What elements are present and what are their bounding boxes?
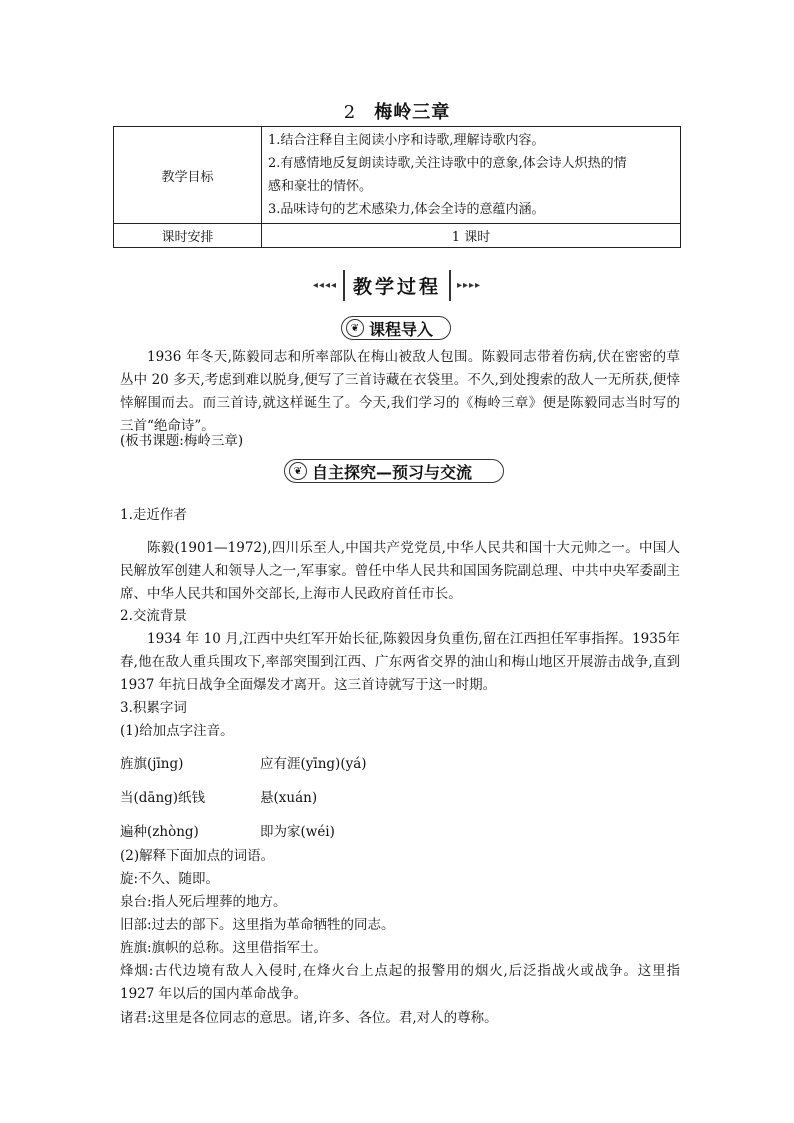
item2-text: 1934 年 10 月,江西中央红军开始长征,陈毅因身负重伤,留在江西担任军事指挥。1935年春,他在敌人重兵围攻下,率部突围到江西、广东两省交界的油山和梅山地区开展游击战争,直到 1937 年抗日战争全面爆发才离开。这三首诗就写于这一时期。: [120, 631, 680, 693]
process-banner: [0, 270, 794, 301]
pinyin-instruction: (1)给加点字注音。: [120, 723, 234, 739]
lesson-number: 2: [343, 102, 357, 123]
lesson-name: 梅岭三章: [374, 102, 451, 123]
banner-arrows-right: ▸▸▸▸: [457, 280, 482, 291]
definition-item: 泉台:指人死后埋葬的地方。: [120, 894, 287, 910]
schedule-value: 1 课时: [262, 224, 681, 248]
pinyin-item: 应有涯(yīng)(yá): [260, 756, 367, 772]
board-note: (板书课题:梅岭三章): [120, 433, 244, 449]
pinyin-item: 即为家(wéi): [260, 824, 335, 840]
goals-row: [114, 127, 681, 224]
goal-line: 2.有感情地反复朗读诗歌,关注诗歌中的意象,体会诗人炽热的情: [268, 156, 627, 171]
schedule-row: [114, 224, 681, 248]
goals-header: 教学目标: [114, 127, 262, 224]
lesson-title: [0, 98, 794, 124]
section-intro-heading: [341, 316, 451, 340]
book-icon: ❦: [346, 319, 364, 337]
pinyin-item: 悬(xuán): [260, 790, 318, 806]
item2-heading: 2.交流背景: [120, 608, 187, 624]
banner-arrows-left: ◂◂◂◂: [312, 280, 337, 291]
schedule-header: 课时安排: [114, 224, 262, 248]
definition-item: 烽烟:古代边境有敌人入侵时,在烽火台上点起的报警用的烟火,后泛指战火或战争。这里指 1927 年以后的国内革命战争。: [120, 963, 680, 1002]
definition-item: 旋:不久、随即。: [120, 871, 220, 887]
definition-item: 旧部:过去的部下。这里指为革命牺牲的同志。: [120, 917, 395, 933]
goals-cell: [262, 127, 681, 224]
goals-table: [113, 126, 681, 248]
section-explore-heading: [284, 459, 504, 483]
book-icon: ❦: [289, 462, 307, 480]
goal-line: 3.品味诗句的艺术感染力,体会全诗的意蕴内涵。: [268, 202, 545, 217]
definition-instruction: (2)解释下面加点的词语。: [120, 848, 275, 864]
definition-item: 旌旗:旗帜的总称。这里借指军士。: [120, 940, 328, 956]
goal-line: 感和豪壮的情怀。: [268, 179, 373, 194]
pinyin-item: 遍种(zhòng): [120, 824, 199, 840]
pinyin-item: 旌旗(jīng): [120, 756, 184, 772]
section-intro-title: 课程导入: [369, 319, 434, 339]
banner-title: 教学过程: [343, 270, 451, 301]
goal-line: 1.结合注释自主阅读小序和诗歌,理解诗歌内容。: [268, 133, 545, 148]
item3-heading: 3.积累字词: [120, 700, 187, 716]
definition-item: 诸君:这里是各位同志的意思。诸,许多、各位。君,对人的尊称。: [120, 1010, 498, 1026]
item1-heading: 1.走近作者: [120, 507, 187, 523]
pinyin-item: 当(dāng)纸钱: [120, 790, 206, 806]
item1-text: 陈毅(1901—1972),四川乐至人,中国共产党党员,中华人民共和国十大元帅之一。中国人民解放军创建人和领导人之一,军事家。曾任中华人民共和国国务院副总理、中共中央军委副主席、中华人民共和国外交部长,上海市人民政府首任市长。: [120, 540, 680, 602]
section-explore-title: 自主探究—预习与交流: [312, 462, 473, 482]
intro-paragraph: 1936 年冬天,陈毅同志和所率部队在梅山被敌人包围。陈毅同志带着伤病,伏在密密的草丛中 20 多天,考虑到难以脱身,便写了三首诗藏在衣袋里。不久,到处搜索的敌人一无所获,便悻悻解围而去。而三首诗,就这样诞生了。今天,我们学习的《梅岭三章》便是陈毅同志当时写的三首“绝命诗”。: [120, 349, 680, 434]
